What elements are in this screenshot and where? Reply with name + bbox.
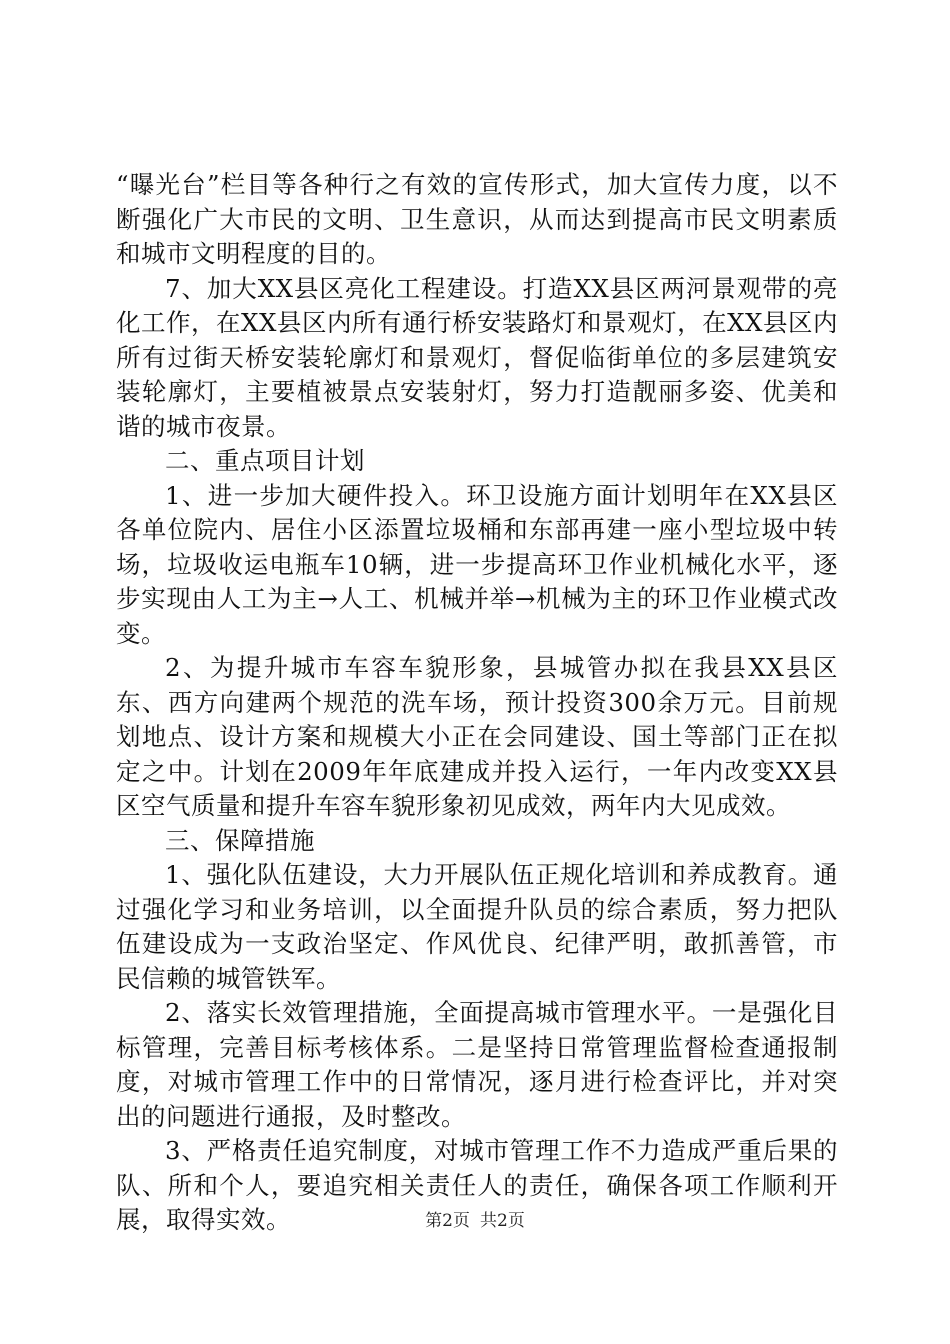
paragraph-5: 2、为提升城市车容车貌形象，县城管办拟在我县XX县区东、西方向建两个规范的洗车场，预计投资300余万元。目前规划地点、设计方案和规模大小正在会同建设、国土等部门正在拟定之中。计划在2009年年底建成并投入运行，一年内改变XX县区空气质量和提升车容车貌形象初见成效，两年内大见成效。	[116, 653, 838, 820]
paragraph-7: 1、强化队伍建设，大力开展队伍正规化培训和养成教育。通过强化学习和业务培训，以全面提升队员的综合素质，努力把队伍建设成为一支政治坚定、作风优良、纪律严明，敢抓善管，市民信赖的城管铁军。	[116, 860, 838, 993]
section-heading-3: 三、保障措施	[165, 825, 315, 855]
page-total: 共2页	[480, 1211, 525, 1231]
document-body	[116, 168, 838, 1238]
section-heading-2: 二、重点项目计划	[165, 446, 365, 475]
paragraph-8: 2、落实长效管理措施，全面提高城市管理水平。一是强化目标管理，完善目标考核体系。二是坚持日常管理监督检查通报制度，对城市管理工作中的日常情况，逐月进行检查评比，并对突出的问题进行通报，及时整改。	[116, 998, 838, 1131]
page-number: 第2页	[425, 1211, 470, 1231]
paragraph-9: 3、严格责任追究制度，对城市管理工作不力造成严重后果的队、所和个人，要追究相关责任人的责任，确保各项工作顺利开展，取得实效。	[116, 1136, 838, 1234]
paragraph-1: “曝光台”栏目等各种行之有效的宣传形式，加大宣传力度，以不断强化广大市民的文明、卫生意识，从而达到提高市民文明素质和城市文明程度的目的。	[116, 170, 838, 268]
paragraph-4: 1、进一步加大硬件投入。环卫设施方面计划明年在XX县区各单位院内、居住小区添置垃圾桶和东部再建一座小型垃圾中转场，垃圾收运电瓶车10辆，进一步提高环卫作业机械化水平，逐步实现由人工为主→人工、机械并举→机械为主的环卫作业模式改变。	[116, 480, 838, 648]
page-footer	[0, 1209, 950, 1233]
paragraph-2: 7、加大XX县区亮化工程建设。打造XX县区两河景观带的亮化工作，在XX县区内所有通行桥安装路灯和景观灯，在XX县区内所有过街天桥安装轮廓灯和景观灯，督促临街单位的多层建筑安装轮廓灯，主要植被景点安装射灯，努力打造靓丽多姿、优美和谐的城市夜景。	[116, 273, 838, 441]
